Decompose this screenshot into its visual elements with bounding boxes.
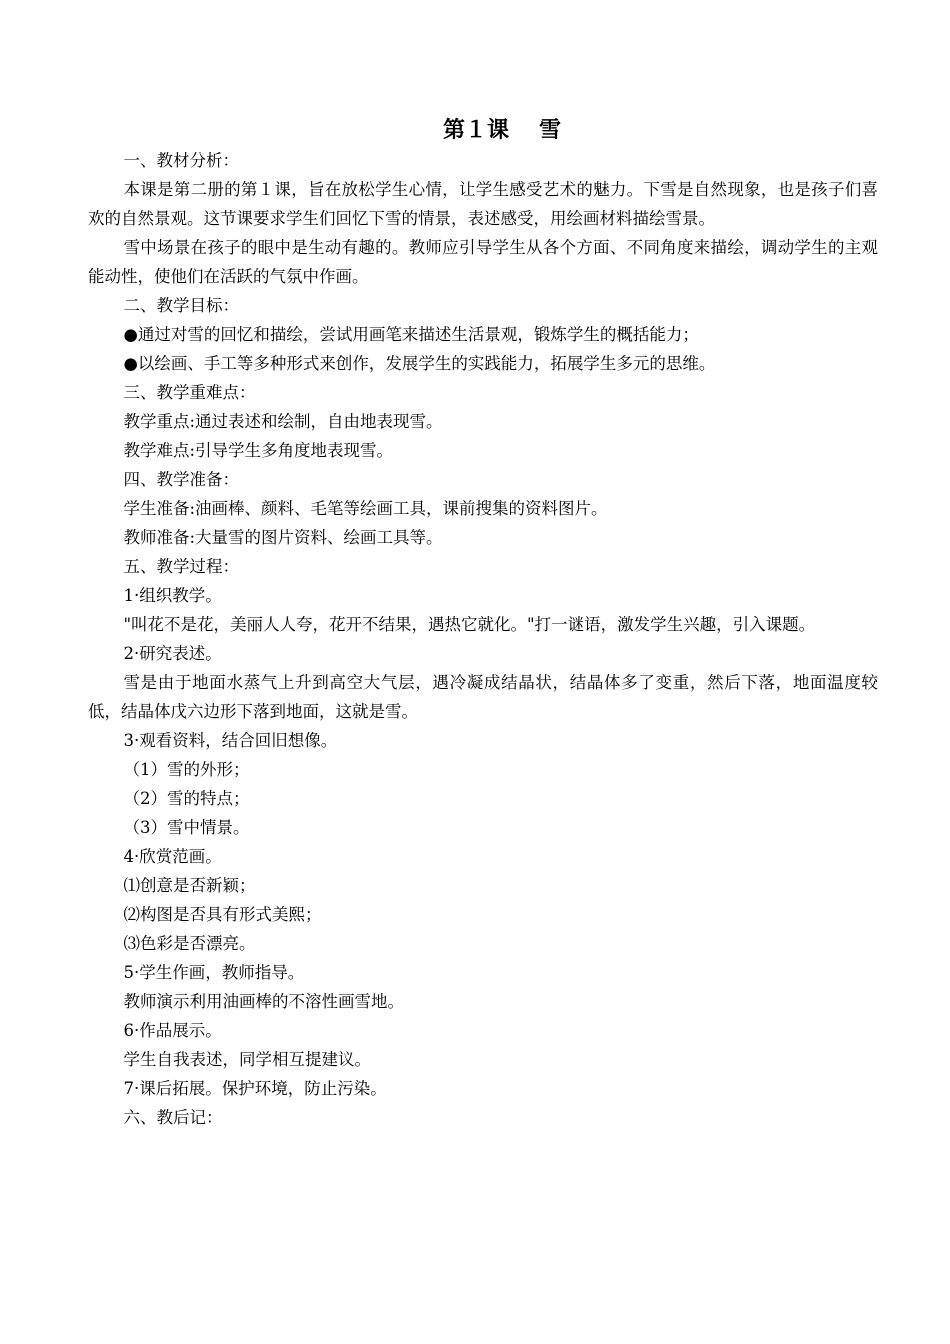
- goal-item-1: ●通过对雪的回忆和描绘，尝试用画笔来描述生活景观，锻炼学生的概括能力；: [123, 325, 699, 344]
- page-title: [0, 114, 950, 148]
- step-4-item-3: ⑶色彩是否漂亮。: [123, 934, 256, 953]
- step-3-title: 3·观看资料，结合回旧想像。: [123, 731, 338, 750]
- step-7-title: 7·课后拓展。保护环境，防止污染。: [123, 1079, 387, 1098]
- lesson-name: 雪: [539, 118, 562, 143]
- paragraph-material-guidance: 雪中场景在孩子的眼中是生动有趣的。教师应引导学生从各个方面、不同角度来描绘，调动学生的主观能动性，使他们在活跃的气氛中作画。: [88, 238, 878, 286]
- step-4-title: 4·欣赏范画。: [123, 847, 222, 866]
- step-6-title: 6·作品展示。: [123, 1021, 222, 1040]
- step-1-riddle: "叫花不是花，美丽人人夸，花开不结果，遇热它就化。"打一谜语，激发学生兴趣，引入课题。: [123, 615, 816, 634]
- heading-reflection: 六、教后记：: [123, 1108, 223, 1127]
- paragraph-material-intro: 本课是第二册的第１课，旨在放松学生心情，让学生感受艺术的魅力。下雪是自然现象，也是孩子们喜欢的自然景观。这节课要求学生们回忆下雪的情景，表述感受，用绘画材料描绘雪景。: [88, 180, 878, 228]
- lesson-number: 第１课: [442, 118, 509, 143]
- heading-preparation: 四、教学准备：: [123, 470, 239, 489]
- goal-item-2: ●以绘画、手工等多种形式来创作，发展学生的实践能力，拓展学生多元的思维。: [123, 354, 716, 373]
- step-3-item-1: （1）雪的外形；: [123, 760, 250, 779]
- heading-material-analysis: 一、教材分析：: [123, 151, 239, 170]
- step-2-title: 2·研究表述。: [123, 644, 222, 663]
- document-body: [88, 146, 878, 1132]
- heading-key-points: 三、教学重难点：: [123, 383, 256, 402]
- step-2-description: 雪是由于地面水蒸气上升到高空大气层，遇冷凝成结晶状，结晶体多了变重，然后下落，地面温度较低，结晶体戊六边形下落到地面，这就是雪。: [88, 673, 878, 721]
- step-6-description: 学生自我表述，同学相互提建议。: [123, 1050, 371, 1069]
- step-4-item-2: ⑵构图是否具有形式美熙；: [123, 905, 322, 924]
- step-3-item-3: （3）雪中情景。: [123, 818, 250, 837]
- teacher-preparation: 教师准备:大量雪的图片资料、绘画工具等。: [123, 528, 443, 547]
- student-preparation: 学生准备:油画棒、颜料、毛笔等绘画工具，课前搜集的资料图片。: [123, 499, 608, 518]
- heading-teaching-goals: 二、教学目标：: [123, 296, 239, 315]
- step-3-item-2: （2）雪的特点；: [123, 789, 250, 808]
- step-4-item-1: ⑴创意是否新颖；: [123, 876, 256, 895]
- difficult-point: 教学难点:引导学生多角度地表现雪。: [123, 441, 394, 460]
- heading-teaching-process: 五、教学过程：: [123, 557, 239, 576]
- step-5-title: 5·学生作画，教师指导。: [123, 963, 305, 982]
- key-point: 教学重点:通过表述和绘制，自由地表现雪。: [123, 412, 443, 431]
- step-1-title: 1·组织教学。: [123, 586, 222, 605]
- step-5-description: 教师演示利用油画棒的不溶性画雪地。: [123, 992, 404, 1011]
